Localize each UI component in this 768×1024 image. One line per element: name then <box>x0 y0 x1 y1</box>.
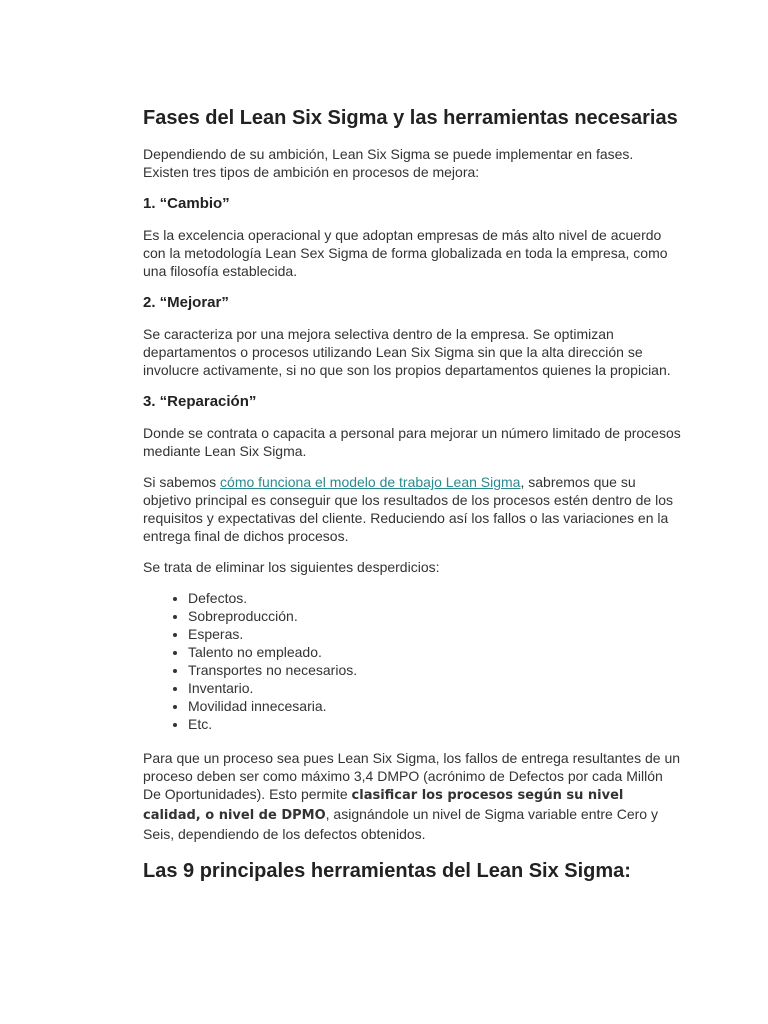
dpmo-before: Para que un proceso sea pues Lean Six Sigma, los fallos de entrega resultantes de un proceso deben ser como máximo 3,4 DMPO (acrónimo de Defectos por cada Millón De Oportunidades). Esto permite <box>143 750 681 802</box>
phase-text-cambio: Es la excelencia operacional y que adoptan empresas de más alto nivel de acuerdo con la metodología Lean Sex Sigma de forma globalizada en toda la empresa, como una filosofía establecida. <box>143 227 668 279</box>
intro-paragraph: Dependiendo de su ambición, Lean Six Sigma se puede implementar en fases. Existen tres tipos de ambición en procesos de mejora: <box>143 146 634 180</box>
list-item: • Etc. <box>188 715 683 733</box>
dpmo-bold-text: clasificar los procesos según su nivel calidad, o nivel de DPMO <box>143 788 624 823</box>
phase-heading-cambio: 1. “Cambio” <box>143 195 230 212</box>
phase-text-reparacion: Donde se contrata o capacita a personal para mejorar un número limitado de procesos mediante Lean Six Sigma. <box>143 425 681 459</box>
tools-heading: Las 9 principales herramientas del Lean Six Sigma: <box>143 860 631 882</box>
list-item: • Defectos. <box>188 589 683 607</box>
lean-sigma-model-link[interactable]: cómo funciona el modelo de trabajo Lean Sigma <box>220 474 521 490</box>
phase-heading-mejorar: 2. “Mejorar” <box>143 294 229 311</box>
link-paragraph-after: , sabremos que su objetivo principal es conseguir que los resultados de los procesos estén dentro de los requisitos y expectativas del cliente. Reduciendo así los fallos o las variaciones en la entrega final de dichos procesos. <box>143 474 673 544</box>
waste-intro: Se trata de eliminar los siguientes desperdicios: <box>143 559 440 575</box>
list-item: • Esperas. <box>188 625 683 643</box>
dpmo-after: , asignándole un nivel de Sigma variable entre Cero y Seis, dependiendo de los defectos obtenidos. <box>143 806 658 842</box>
list-item: • Sobreproducción. <box>188 607 683 625</box>
list-item: • Transportes no necesarios. <box>188 661 683 679</box>
phase-heading-reparacion: 3. “Reparación” <box>143 393 257 410</box>
article-title: Fases del Lean Six Sigma y las herramientas necesarias <box>143 107 678 129</box>
link-paragraph-before: Si sabemos <box>143 474 221 490</box>
list-item: • Movilidad innecesaria. <box>188 697 683 715</box>
article-body <box>143 106 683 884</box>
list-item: • Talento no empleado. <box>188 643 683 661</box>
list-item: • Inventario. <box>188 679 683 697</box>
phase-text-mejorar: Se caracteriza por una mejora selectiva dentro de la empresa. Se optimizan departamentos o procesos utilizando Lean Six Sigma sin que la alta dirección se involucre activamente, si no que son los propios departamentos quienes la propician. <box>143 326 671 378</box>
lean-sigma-paragraph <box>143 473 683 545</box>
waste-list <box>143 589 683 733</box>
dpmo-paragraph <box>143 749 683 843</box>
